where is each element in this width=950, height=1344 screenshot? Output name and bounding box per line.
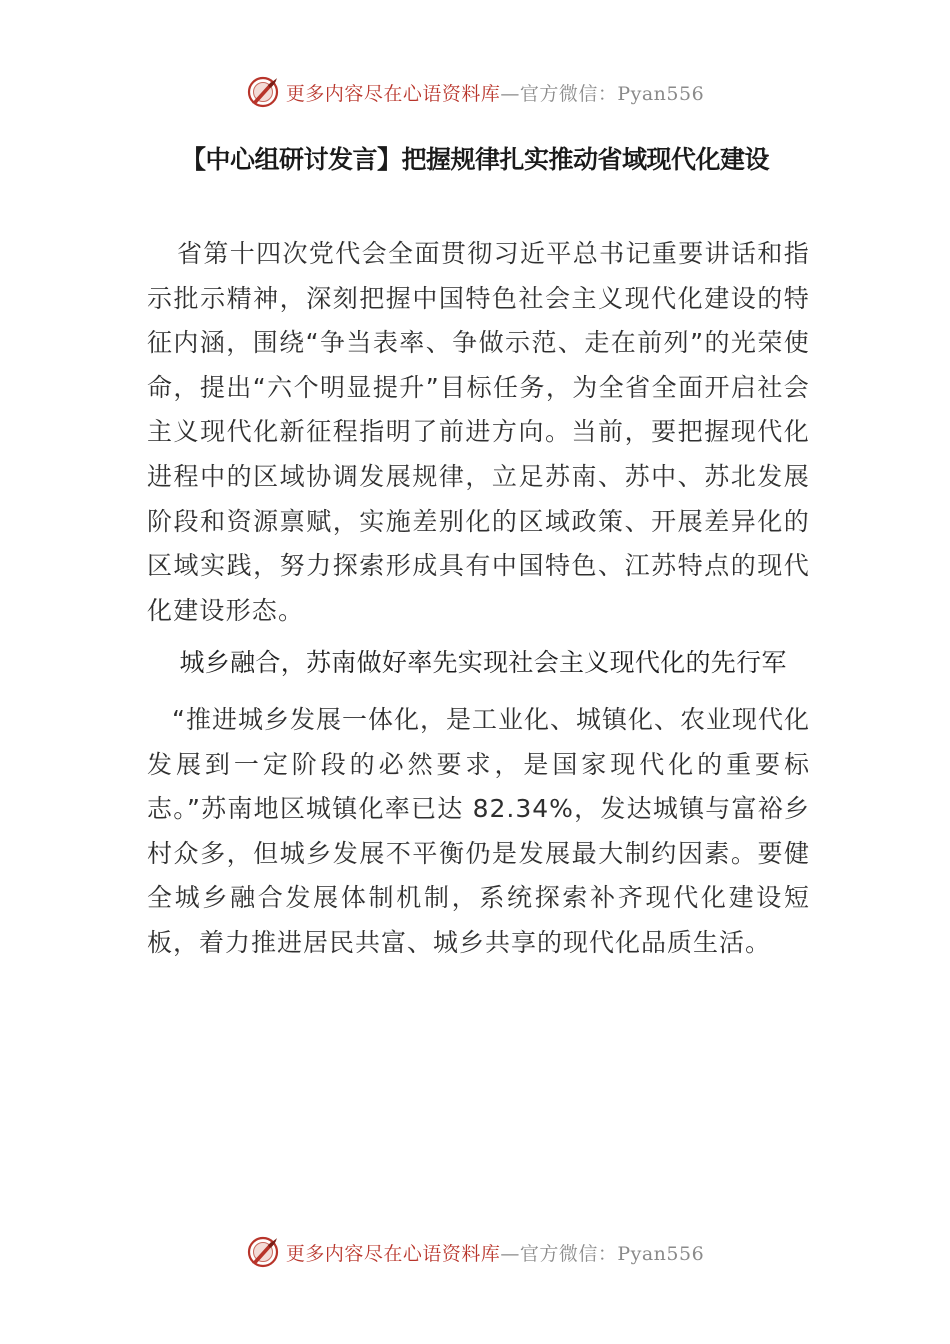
footer-banner <box>0 1232 950 1272</box>
document-title: 【中心组研讨发言】把握规律扎实推动省域现代化建设 <box>180 145 769 174</box>
paragraph-1: 省第十四次党代会全面贯彻习近平总书记重要讲话和指示批示精神，深刻把握中国特色社会主义现代化建设的特征内涵，围绕“争当表率、争做示范、走在前列”的光荣使命，提出“六个明显提升”目标任务，为全省全面开启社会主义现代化新征程指明了前进方向。当前，要把握现代化进程中的区域协调发展规律，立足苏南、苏中、苏北发展阶段和资源禀赋，实施差别化的区域政策、开展差异化的区域实践，努力探索形成具有中国特色、江苏特点的现代化建设形态。 <box>147 239 810 625</box>
header-banner-main: 更多内容尽在心语资料库 <box>285 82 501 105</box>
document-body <box>147 232 810 966</box>
quill-pen-logo-icon <box>246 1235 280 1269</box>
header-banner-separator: — <box>500 82 520 105</box>
header-banner-contact: 官方微信：Pyan556 <box>519 82 705 105</box>
footer-banner-text <box>286 1239 704 1266</box>
subheading-1: 城乡融合，苏南做好率先实现社会主义现代化的先行军 <box>179 648 787 678</box>
header-banner <box>0 72 950 112</box>
footer-banner-contact: 官方微信：Pyan556 <box>519 1242 705 1265</box>
paragraph-2: “推进城乡发展一体化，是工业化、城镇化、农业现代化发展到一定阶段的必然要求，是国家现代化的重要标志。”苏南地区城镇化率已达 82.34%，发达城镇与富裕乡村众多，但城乡发展不平衡仍是发展最大制约因素。要健全城乡融合发展体制机制，系统探索补齐现代化建设短板，着力推进居民共富、城乡共享的现代化品质生活。 <box>147 704 810 957</box>
footer-banner-separator: — <box>500 1242 520 1265</box>
footer-banner-main: 更多内容尽在心语资料库 <box>285 1242 501 1265</box>
quill-pen-logo-icon <box>246 75 280 109</box>
header-banner-text <box>286 79 704 106</box>
